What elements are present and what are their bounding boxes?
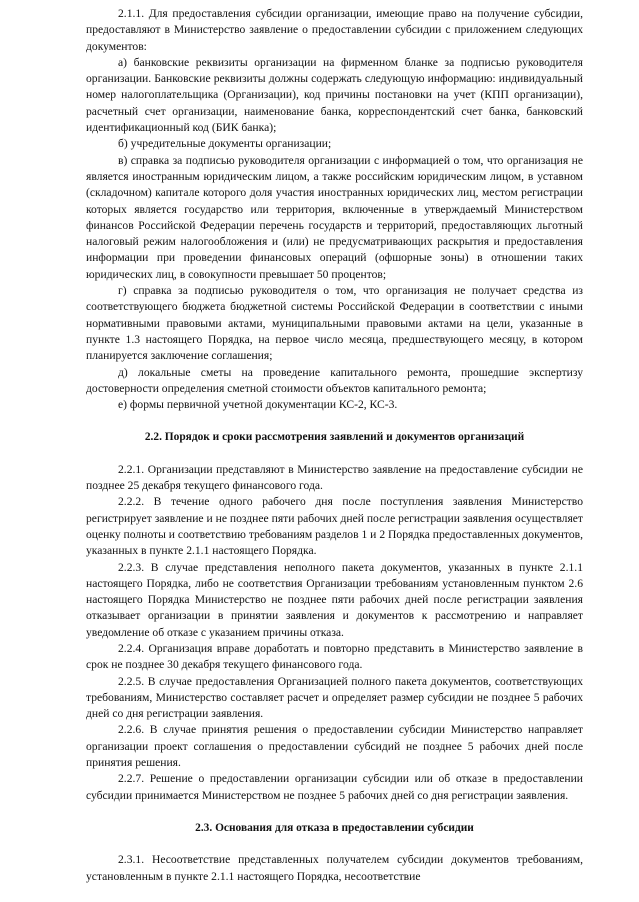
- document-page: [86, 6, 583, 885]
- list-item-e: е) формы первичной учетной документации КС-2, КС-3.: [118, 398, 398, 412]
- paragraph-2-2-3: 2.2.3. В случае представления неполного пакета документов, указанных в пункте 2.1.1 настоящего Порядка, либо не соответствия Организации требованиям установленным пунктом 2.6 настоящего Порядка Министерство не позднее пяти рабочих дней после регистрации заявления отказывает организации в принятии заявления и документов к рассмотрению и направляет уведомление об отказе с указанием причины отказа.: [86, 560, 583, 639]
- paragraph-2-2-7: 2.2.7. Решение о предоставлении организации субсидии или об отказе в предоставлении субсидии принимается Министерством не позднее 5 рабочих дней со дня регистрации заявления.: [86, 772, 583, 802]
- section-heading-2-3: 2.3. Основания для отказа в предоставлении субсидии: [195, 821, 474, 834]
- paragraph-2-2-1: 2.2.1. Организации представляют в Министерство заявление на предоставление субсидии не позднее 25 декабря текущего финансового года.: [86, 462, 583, 493]
- list-item-g: г) справка за подписью руководителя о том, что организация не получает средства из соответствующего бюджета бюджетной системы Российской Федерации в соответствии с иными нормативными правовыми актами, муниципальными правовыми актами на цели, указанные в пункте 1.3 настоящего Порядка, на первое число месяца, предшествующего месяцу, в котором планируется заключение соглашения;: [86, 284, 583, 363]
- section-heading-2-2: 2.2. Порядок и сроки рассмотрения заявлений и документов организаций: [144, 431, 525, 444]
- list-item-v: в) справка за подписью руководителя организации с информацией о том, что организация не является иностранным юридическим лицом, а также российским юридическим лицом, в уставном (складочном) капитале которого доля участия иностранных юридических лиц, местом регистрации которых является государство или территория, включенные в утверждаемый Министерством финансов Российской Федерации перечень государств и территорий, предоставляющих льготный налоговый режим налогообложения и (или) не предусматривающих раскрытия и предоставления информации при проведении финансовых операций (офшорные зоны) в отношении таких юридических лиц, в совокупности превышает 50 процентов;: [86, 153, 583, 281]
- paragraph-2-2-2: 2.2.2. В течение одного рабочего дня после поступления заявления Министерство регистрирует заявление и не позднее пяти рабочих дней после регистрации заявления осуществляет оценку полноты и соответствию требованиям разделов 1 и 2 Порядка предоставленных документов, указанных в пункте 2.1.1 настоящего Порядка.: [86, 495, 583, 558]
- paragraph-2-1-1: 2.1.1. Для предоставления субсидии организации, имеющие право на получение субсидии, предоставляют в Министерство заявление о предоставлении субсидии с приложением следующих документов:: [86, 7, 583, 53]
- list-item-b: б) учредительные документы организации;: [118, 137, 332, 151]
- paragraph-2-2-6: 2.2.6. В случае принятия решения о предоставлении субсидии Министерство направляет организации проект соглашения о предоставлении субсидий не позднее 5 рабочих дней после принятия решения.: [86, 723, 583, 770]
- paragraph-2-2-5: 2.2.5. В случае предоставления Организацией полного пакета документов, соответствующих требованиям, Министерство составляет расчет и определяет размер субсидии не позднее 5 рабочих дней со дня регистрации заявления.: [86, 674, 583, 721]
- list-item-d: д) локальные сметы на проведение капитального ремонта, прошедшие экспертизу достоверности определения сметной стоимости объектов капитального ремонта;: [86, 365, 583, 395]
- paragraph-2-3-1: 2.3.1. Несоответствие представленных получателем субсидии документов требованиям, установленным в пункте 2.1.1 настоящего Порядка, несоответствие: [86, 853, 583, 883]
- list-item-a: а) банковские реквизиты организации на фирменном бланке за подписью руководителя организации. Банковские реквизиты должны содержать следующую информацию: индивидуальный номер налогоплательщика (Организации), код причины постановки на учет (КПП организации), расчетный счет организации, наименование банка, корреспондентский счет банка, банковский идентификационный код (БИК банка);: [86, 55, 583, 135]
- paragraph-2-2-4: 2.2.4. Организация вправе доработать и повторно представить в Министерство заявление в срок не позднее 30 декабря текущего финансового года.: [86, 641, 583, 672]
